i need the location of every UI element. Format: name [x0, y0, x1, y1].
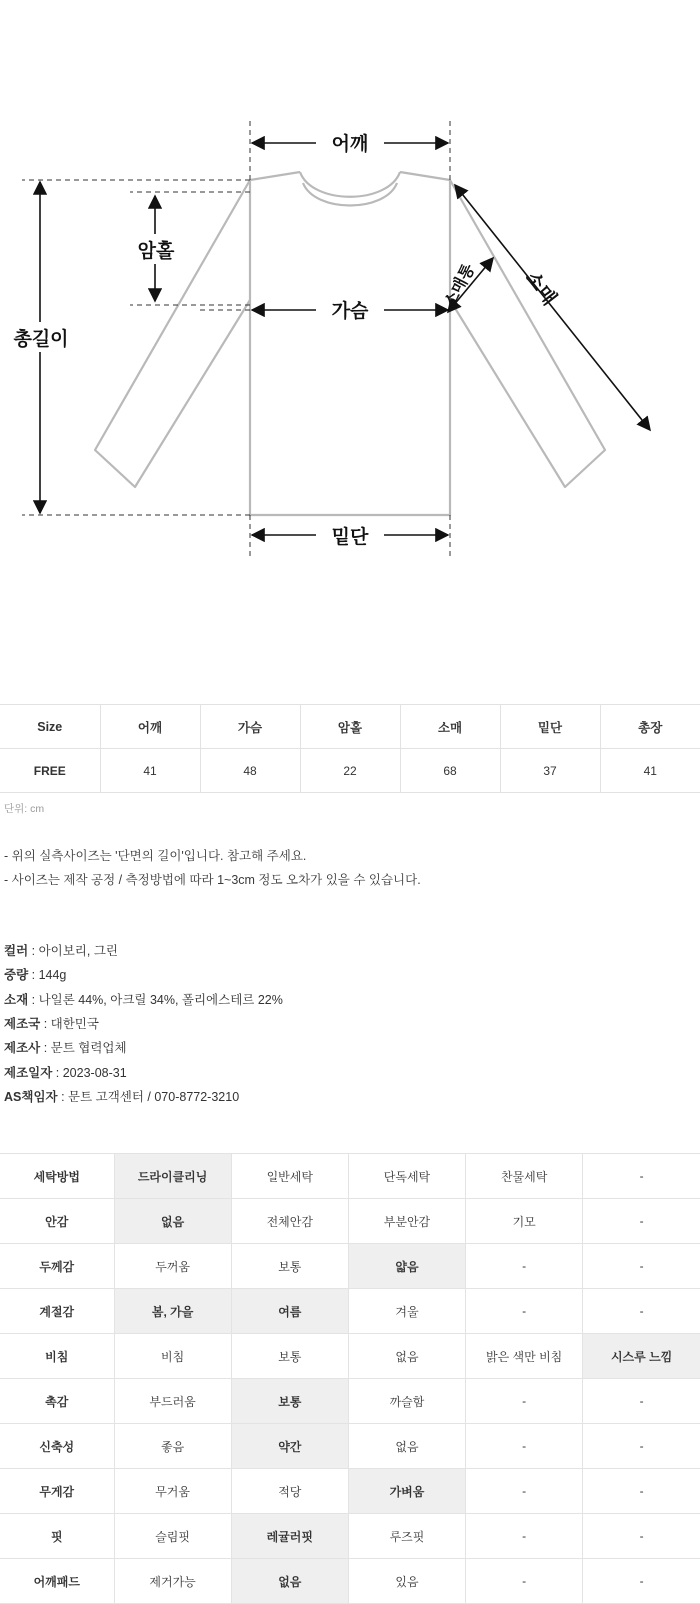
info-value: 문트 협력업체: [50, 1041, 127, 1056]
attribute-label: 두께감: [0, 1244, 114, 1289]
size-cell: 37: [500, 749, 600, 793]
info-sep: :: [28, 943, 39, 958]
attribute-option: -: [583, 1514, 700, 1559]
attribute-option: -: [466, 1379, 583, 1424]
attribute-option: 전체안감: [231, 1199, 348, 1244]
info-row: [4, 1061, 700, 1085]
attribute-row: [0, 1379, 700, 1424]
size-cell: FREE: [0, 749, 100, 793]
size-header-cell: Size: [0, 705, 100, 749]
table-row: [0, 749, 700, 793]
label-sleeve: 소매: [520, 267, 560, 310]
info-sep: :: [52, 1065, 63, 1080]
attribute-option: 없음: [348, 1334, 465, 1379]
size-notes: [4, 844, 700, 893]
attribute-option: 일반세탁: [231, 1154, 348, 1199]
info-row: [4, 1036, 700, 1060]
size-table-section: [0, 704, 700, 816]
attribute-option: -: [466, 1424, 583, 1469]
attribute-option: -: [583, 1379, 700, 1424]
attribute-option: 제거가능: [114, 1559, 231, 1604]
size-header-cell: 어깨: [100, 705, 200, 749]
attribute-row: [0, 1154, 700, 1199]
size-table: [0, 704, 700, 793]
info-value: 대한민국: [50, 1016, 99, 1031]
info-key: 소재: [4, 992, 29, 1007]
attribute-option: 없음: [231, 1559, 348, 1604]
attribute-option: 비침: [114, 1334, 231, 1379]
size-cell: 68: [400, 749, 500, 793]
attribute-option: -: [583, 1559, 700, 1604]
info-key: 컬러: [4, 943, 29, 958]
attribute-option: -: [466, 1559, 583, 1604]
attribute-option: 무거움: [114, 1469, 231, 1514]
attribute-option: -: [583, 1424, 700, 1469]
attribute-option: -: [466, 1469, 583, 1514]
info-key: 제조사: [4, 1041, 41, 1056]
attribute-option: 부드러움: [114, 1379, 231, 1424]
attribute-row: [0, 1514, 700, 1559]
size-cell: 41: [600, 749, 700, 793]
attribute-row: [0, 1289, 700, 1334]
attribute-option: 없음: [348, 1424, 465, 1469]
attribute-option: -: [466, 1244, 583, 1289]
attribute-option: 얇음: [348, 1244, 465, 1289]
attribute-option: 겨울: [348, 1289, 465, 1334]
label-chest: 가슴: [331, 301, 369, 322]
attribute-row: [0, 1334, 700, 1379]
attribute-option: 적당: [231, 1469, 348, 1514]
info-sep: :: [40, 1016, 51, 1031]
garment-measurement-diagram: [0, 0, 700, 620]
attribute-table-section: [0, 1153, 700, 1604]
unit-note: 단위: cm: [4, 803, 45, 815]
attribute-row: [0, 1244, 700, 1289]
attribute-option: 부분안감: [348, 1199, 465, 1244]
attribute-label: 계절감: [0, 1289, 114, 1334]
size-note-line: - 사이즈는 제작 공정 / 측정방법에 따라 1~3cm 정도 오차가 있을 수 있습니다.: [4, 873, 421, 888]
info-sep: :: [28, 968, 39, 983]
attribute-row: [0, 1199, 700, 1244]
attribute-label: 어깨패드: [0, 1559, 114, 1604]
attribute-option: 약간: [231, 1424, 348, 1469]
size-header-cell: 밑단: [500, 705, 600, 749]
size-note-line: - 위의 실측사이즈는 '단면의 길이'입니다. 참고해 주세요.: [4, 849, 307, 863]
label-sleeve-width: 소매통: [441, 261, 479, 311]
product-info-block: [4, 939, 700, 1110]
attribute-table: [0, 1153, 700, 1604]
attribute-row: [0, 1559, 700, 1604]
info-value: 2023-08-31: [62, 1065, 127, 1080]
attribute-option: -: [466, 1514, 583, 1559]
attribute-option: 보통: [231, 1334, 348, 1379]
info-sep: :: [40, 1041, 51, 1056]
info-key: AS책임자: [4, 1090, 58, 1104]
info-row: [4, 1085, 700, 1109]
info-sep: :: [57, 1090, 69, 1104]
attribute-option: 가벼움: [348, 1469, 465, 1514]
attribute-option: 밝은 색만 비침: [466, 1334, 583, 1379]
info-value: 문트 고객센터 / 070-8772-3210: [68, 1090, 240, 1104]
info-key: 제조국: [4, 1016, 41, 1031]
attribute-option: -: [583, 1154, 700, 1199]
info-value: 나일론 44%, 아크릴 34%, 폴리에스테르 22%: [38, 992, 283, 1007]
label-armhole: 암홀: [137, 241, 175, 262]
info-key: 중량: [4, 968, 29, 983]
attribute-option: 여름: [231, 1289, 348, 1334]
size-header-cell: 총장: [600, 705, 700, 749]
info-value: 아이보리, 그린: [38, 943, 118, 958]
attribute-option: 봄, 가을: [114, 1289, 231, 1334]
info-value: 144g: [38, 968, 67, 983]
attribute-option: 기모: [466, 1199, 583, 1244]
attribute-option: 없음: [114, 1199, 231, 1244]
attribute-label: 비침: [0, 1334, 114, 1379]
attribute-option: 두꺼움: [114, 1244, 231, 1289]
attribute-option: 시스루 느낌: [583, 1334, 700, 1379]
label-total-length: 총길이: [13, 329, 69, 350]
attribute-label: 안감: [0, 1199, 114, 1244]
label-hem: 밑단: [331, 527, 369, 548]
size-cell: 48: [200, 749, 300, 793]
attribute-row: [0, 1469, 700, 1514]
attribute-option: -: [583, 1199, 700, 1244]
attribute-option: -: [466, 1289, 583, 1334]
size-cell: 22: [300, 749, 400, 793]
attribute-option: 루즈핏: [348, 1514, 465, 1559]
info-key: 제조일자: [4, 1065, 53, 1080]
attribute-option: 있음: [348, 1559, 465, 1604]
info-row: [4, 963, 700, 987]
info-row: [4, 988, 700, 1012]
attribute-option: 찬물세탁: [466, 1154, 583, 1199]
attribute-label: 촉감: [0, 1379, 114, 1424]
size-header-cell: 암홀: [300, 705, 400, 749]
attribute-option: -: [583, 1469, 700, 1514]
info-sep: :: [28, 992, 39, 1007]
attribute-option: 까슬함: [348, 1379, 465, 1424]
attribute-row: [0, 1424, 700, 1469]
attribute-option: -: [583, 1244, 700, 1289]
attribute-option: 좋음: [114, 1424, 231, 1469]
info-row: [4, 939, 700, 963]
size-header-cell: 가슴: [200, 705, 300, 749]
info-row: [4, 1012, 700, 1036]
attribute-option: -: [583, 1289, 700, 1334]
size-header-cell: 소매: [400, 705, 500, 749]
size-table-header-row: [0, 705, 700, 749]
attribute-option: 단독세탁: [348, 1154, 465, 1199]
size-cell: 41: [100, 749, 200, 793]
attribute-label: 신축성: [0, 1424, 114, 1469]
attribute-option: 드라이클리닝: [114, 1154, 231, 1199]
label-shoulder: 어깨: [331, 134, 369, 155]
attribute-option: 레귤러핏: [231, 1514, 348, 1559]
attribute-option: 보통: [231, 1379, 348, 1424]
attribute-label: 세탁방법: [0, 1154, 114, 1199]
attribute-option: 보통: [231, 1244, 348, 1289]
attribute-option: 슬림핏: [114, 1514, 231, 1559]
attribute-label: 무게감: [0, 1469, 114, 1514]
attribute-label: 핏: [0, 1514, 114, 1559]
